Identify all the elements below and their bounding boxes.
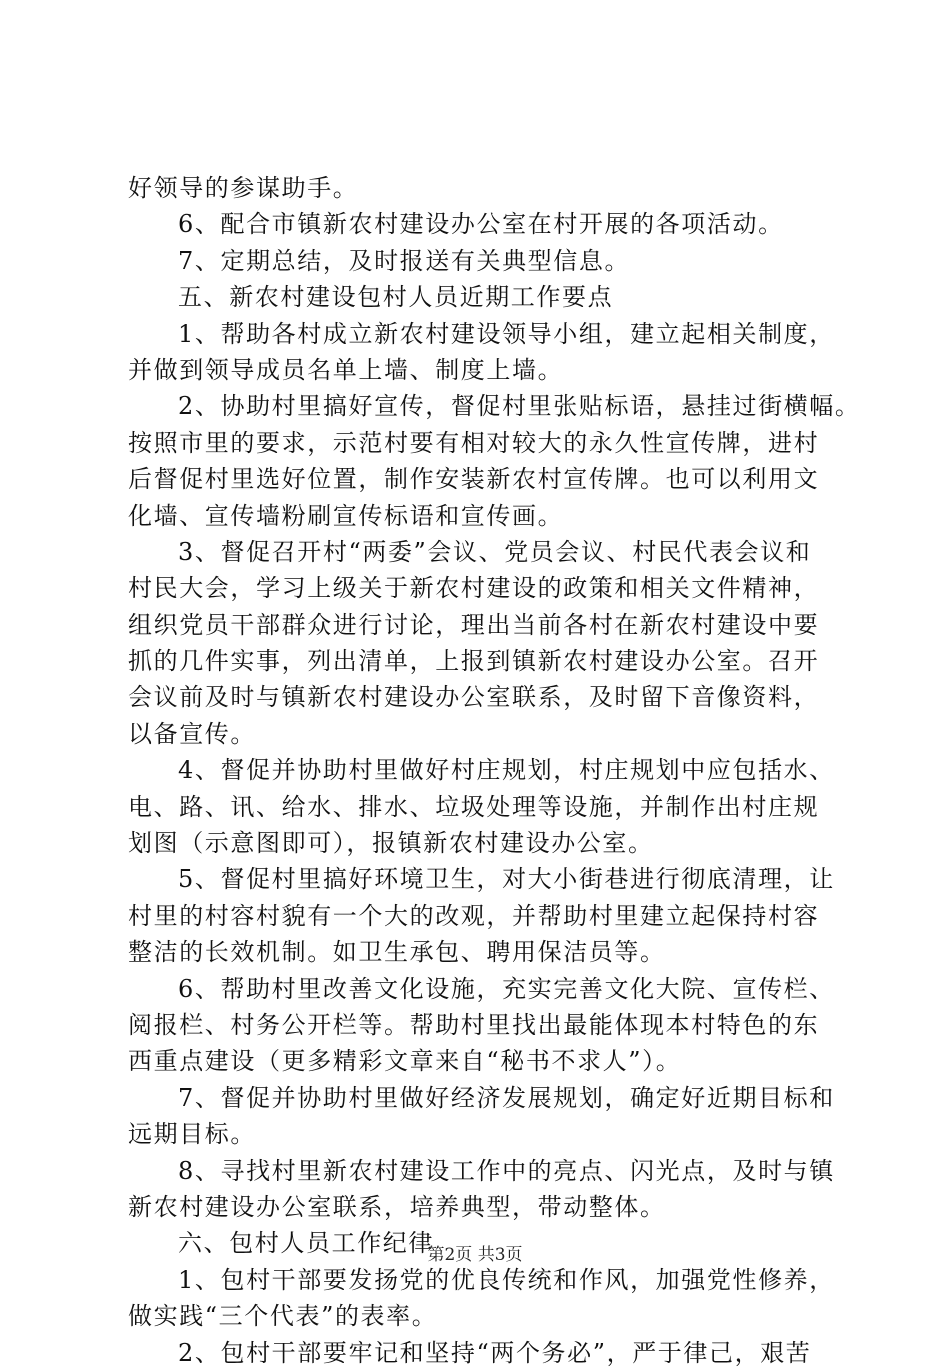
document-line: 新农村建设办公室联系，培养典型，带动整体。 [128,1192,666,1221]
document-line: 西重点建设（更多精彩文章来自“秘书不求人”）。 [128,1047,682,1076]
document-line: 阅报栏、村务公开栏等。帮助村里找出最能体现本村特色的东 [128,1010,820,1039]
document-line: 8、寻找村里新农村建设工作中的亮点、闪光点，及时与镇 [178,1156,835,1185]
document-line: 会议前及时与镇新农村建设办公室联系，及时留下音像资料， [128,683,820,712]
document-line: 2、包村干部要牢记和坚持“两个务必”，严于律己，艰苦 [178,1338,812,1367]
document-line: 按照市里的要求，示范村要有相对较大的永久性宣传牌，进村 [128,428,820,457]
document-line: 6、配合市镇新农村建设办公室在村开展的各项活动。 [178,210,784,239]
document-line: 电、路、讯、给水、排水、垃圾处理等设施，并制作出村庄规 [128,792,820,821]
document-line: 化墙、宣传墙粉刷宣传标语和宣传画。 [128,501,564,530]
document-line: 6、帮助村里改善文化设施，充实完善文化大院、宣传栏、 [178,974,835,1003]
document-line: 做实践“三个代表”的表率。 [128,1302,438,1331]
document-line: 5、督促村里搞好环境卫生，对大小街巷进行彻底清理，让 [178,865,835,894]
document-line: 村里的村容村貌有一个大的改观，并帮助村里建立起保持村容 [128,901,820,930]
document-line: 村民大会，学习上级关于新农村建设的政策和相关文件精神， [128,574,820,603]
document-line: 7、督促并协助村里做好经济发展规划，确定好近期目标和 [178,1083,835,1112]
document-line: 整洁的长效机制。如卫生承包、聘用保洁员等。 [128,938,666,967]
document-line: 抓的几件实事，列出清单，上报到镇新农村建设办公室。召开 [128,647,820,676]
document-line: 并做到领导成员名单上墙、制度上墙。 [128,355,564,384]
page-number-footer: 第2页 共3页 [427,1245,523,1265]
document-line: 五、新农村建设包村人员近期工作要点 [178,283,614,312]
document-line: 3、督促召开村“两委”会议、党员会议、村民代表会议和 [178,537,812,566]
document-line: 组织党员干部群众进行讨论，理出当前各村在新农村建设中要 [128,610,820,639]
document-line: 后督促村里选好位置，制作安装新农村宣传牌。也可以利用文 [128,465,820,494]
document-line: 1、帮助各村成立新农村建设领导小组，建立起相关制度， [178,319,835,348]
document-line: 六、包村人员工作纪律 [178,1229,434,1258]
document-line: 好领导的参谋助手。 [128,174,359,202]
document-line: 2、协助村里搞好宣传，督促村里张贴标语，悬挂过街横幅。 [178,392,861,421]
document-line: 远期目标。 [128,1120,256,1149]
document-line: 以备宣传。 [128,719,256,748]
document-body [128,170,861,1371]
document-line: 7、定期总结，及时报送有关典型信息。 [178,246,631,275]
document-line: 4、督促并协助村里做好村庄规划，村庄规划中应包括水、 [178,756,835,785]
document-line: 1、包村干部要发扬党的优良传统和作风，加强党性修养， [178,1265,835,1294]
document-line: 划图（示意图即可），报镇新农村建设办公室。 [128,829,654,858]
